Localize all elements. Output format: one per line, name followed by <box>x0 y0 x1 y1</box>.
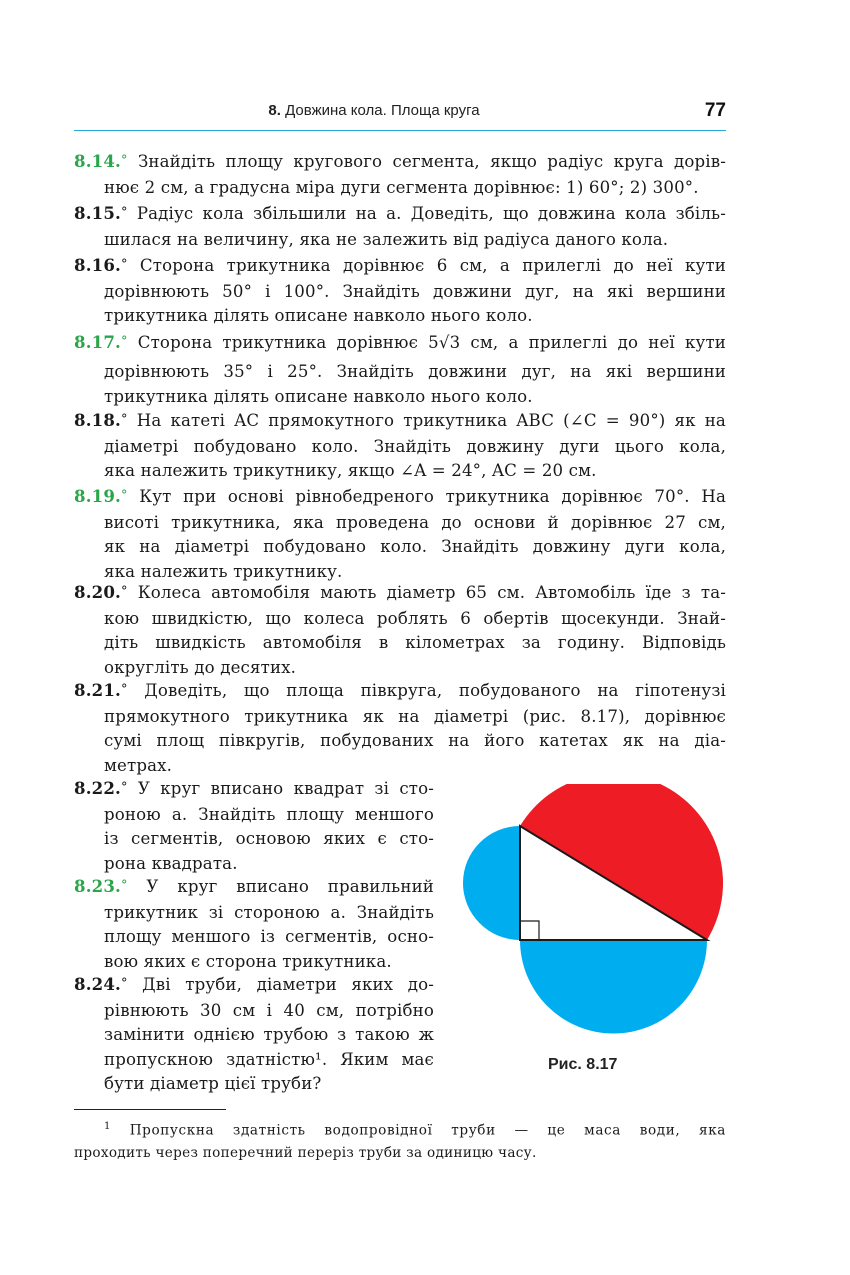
footnote-divider <box>74 1109 226 1110</box>
figure-caption: Рис. 8.17 <box>548 1056 618 1073</box>
chapter-number: 8. <box>268 102 281 119</box>
footnote-marker: 1 <box>104 1121 111 1132</box>
problem-number: 8.14.° <box>74 151 128 171</box>
problem-8-19: 8.19.° Кут при основі рівнобедреного трикутника дорівнює 70°. На висоті трикутника, яка проведена до основи й дорівнює 27 см, як на діаметрі побудовано коло. Знайдіть довжину дуги кола, яка належить трикутнику. <box>74 486 726 581</box>
problem-8-14: 8.14.° Знайдіть площу кругового сегмента, якщо радіус круга дорів- нює 2 см, а градусна міра дуги сегмента дорівнює: 1) 60°; 2) 300°. <box>74 151 726 198</box>
problem-number: 8.19.° <box>74 486 128 506</box>
page-number: 77 <box>704 100 726 121</box>
problem-8-16: 8.16.° Сторона трикутника дорівнює 6 см, а прилеглі до неї кути дорівнюють 50° і 100°. Знайдіть довжини дуг, на які вершини трикутника ділять описане навколо нього коло. <box>74 255 726 326</box>
problem-8-24: 8.24.° Дві труби, діаметри яких до- рівнюють 30 см і 40 см, потрібно замінити однією трубою з такою ж пропускною здатністю¹. Яким має бути діаметр цієї труби? <box>74 974 434 1093</box>
problem-8-22: 8.22.° У круг вписано квадрат зі сто- роною a. Знайдіть площу меншого із сегментів, основою яких є сто- рона квадрата. <box>74 778 434 873</box>
figure-8-17 <box>456 784 732 1034</box>
problem-number: 8.17.° <box>74 332 128 352</box>
leg-semicircle-left <box>463 826 520 940</box>
problem-number: 8.23.° <box>74 876 128 896</box>
page-header <box>74 100 726 131</box>
problem-8-17: 8.17.° Сторона трикутника дорівнює 5√3 см, а прилеглі до неї кути дорівнюють 35° і 25°. Знайдіть довжини дуг, на які вершини трикутника ділять описане навколо нього коло. <box>74 332 726 406</box>
problem-8-20: 8.20.° Колеса автомобіля мають діаметр 65 см. Автомобіль їде з та- кою швидкістю, що колеса роблять 6 обертів щосекунди. Знай- діть швидкість автомобіля в кілометрах за годину. Відповідь округліть до десятих. <box>74 582 726 677</box>
leg-semicircle-bottom <box>520 940 707 1034</box>
problem-number: 8.21.° <box>74 680 128 700</box>
problem-8-18: 8.18.° На катеті AC прямокутного трикутника ABC (∠C = 90°) як на діаметрі побудовано коло. Знайдіть довжину дуги цього кола, яка належить трикутнику, якщо ∠A = 24°, AC = 20 см. <box>74 410 726 481</box>
chapter-title-text: Довжина кола. Площа круга <box>285 102 480 119</box>
problem-8-21: 8.21.° Доведіть, що площа півкруга, побудованого на гіпотенузі прямокутного трикутника як на діаметрі (рис. 8.17), дорівнює сумі площ півкругів, побудованих на його катетах як на діа- метрах. <box>74 680 726 775</box>
footnote: $^1$ Пропускна здатність водопровідної труби — це маса води, яка проходить через поперечний переріз труби за одиницю часу. <box>74 1121 727 1161</box>
problem-number: 8.22.° <box>74 778 128 798</box>
problem-number: 8.16.° <box>74 255 128 275</box>
problem-8-15: 8.15.° Радіус кола збільшили на a. Доведіть, що довжина кола збіль- шилася на величину, яка не залежить від радіуса даного кола. <box>74 203 726 250</box>
chapter-title <box>74 102 674 119</box>
problem-number: 8.18.° <box>74 410 128 430</box>
problem-number: 8.20.° <box>74 582 128 602</box>
problem-number: 8.15.° <box>74 203 128 223</box>
problem-8-23: 8.23.° У круг вписано правильний трикутник зі стороною a. Знайдіть площу меншого із сегментів, осно- вою яких є сторона трикутника. <box>74 876 434 971</box>
problem-number: 8.24.° <box>74 974 128 994</box>
